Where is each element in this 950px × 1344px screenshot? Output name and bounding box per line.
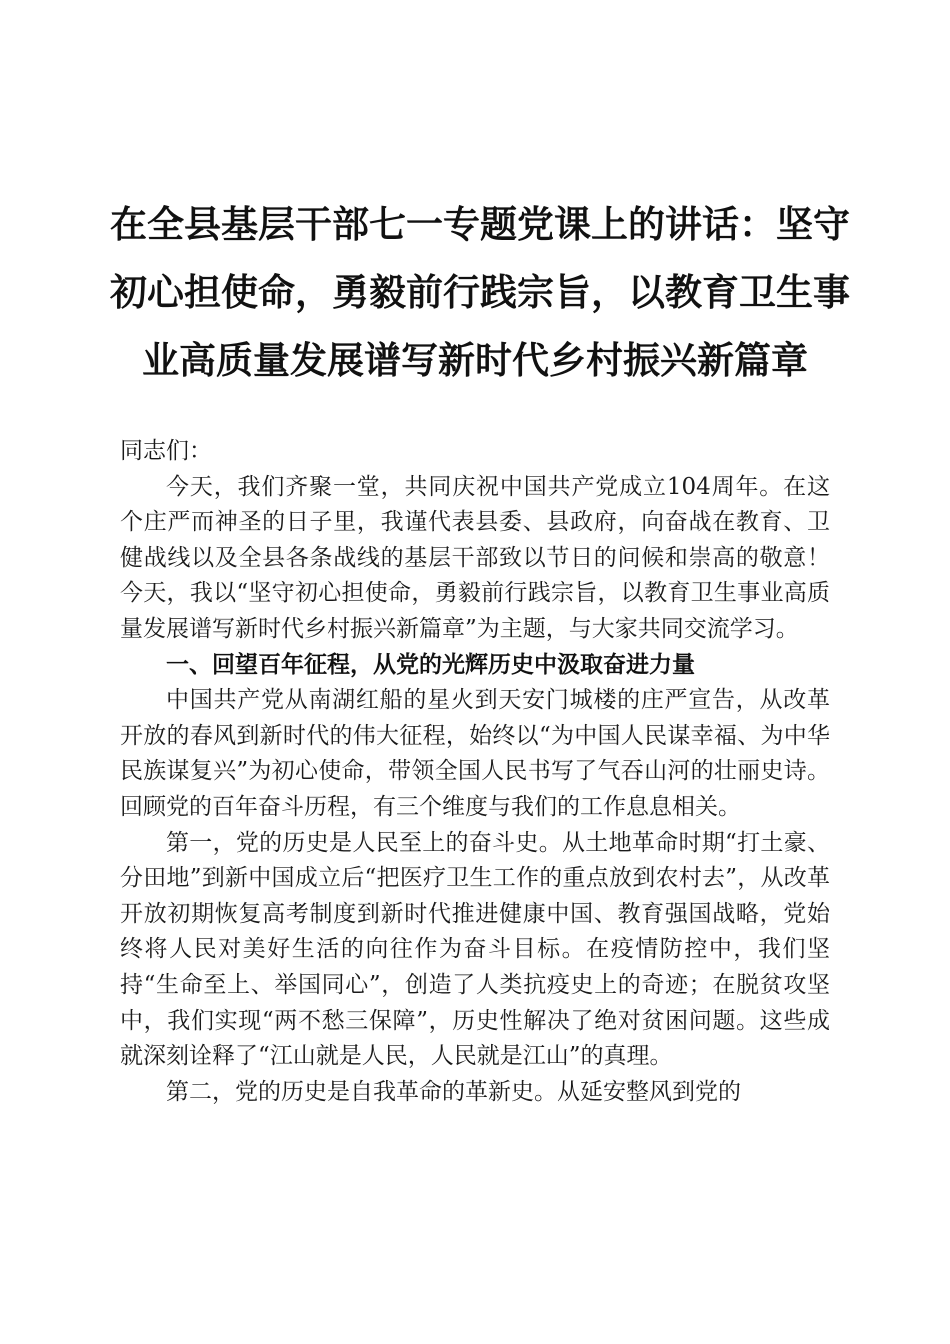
intro-paragraph: 今天，我们齐聚一堂，共同庆祝中国共产党成立104周年。在这个庄严而神圣的日子里，我谨代表县委、县政府，向奋战在教育、卫健战线以及全县各条战线的基层干部致以节日的问候和崇高的敬意！今天，我以“坚守初心担使命，勇毅前行践宗旨，以教育卫生事业高质量发展谱写新时代乡村振兴新篇章”为主题，与大家共同交流学习。 bbox=[120, 473, 830, 642]
section-1-paragraph-1: 中国共产党从南湖红船的星火到天安门城楼的庄严宣告，从改革开放的春风到新时代的伟大征程，始终以“为中国人民谋幸福、为中华民族谋复兴”为初心使命，带领全国人民书写了气吞山河的壮丽史诗。回顾党的百年奋斗历程，有三个维度与我们的工作息息相关。 bbox=[120, 687, 830, 820]
section-1-paragraph-2: 第一，党的历史是人民至上的奋斗史。从土地革命时期“打土豪、分田地”到新中国成立后“把医疗卫生工作的重点放到农村去”，从改革开放初期恢复高考制度到新时代推进健康中国、教育强国战略，党始终将人民对美好生活的向往作为奋斗目标。在疫情防控中，我们坚持“生命至上、举国同心”，创造了人类抗疫史上的奇迹；在脱贫攻坚中，我们实现“两不愁三保障”，历史性解决了绝对贫困问题。这些成就深刻诠释了“江山就是人民，人民就是江山”的真理。 bbox=[120, 829, 830, 1070]
document-title bbox=[110, 190, 850, 394]
section-1-paragraph-3: 第二，党的历史是自我革命的革新史。从延安整风到党的 bbox=[166, 1078, 741, 1105]
greeting: 同志们： bbox=[120, 438, 212, 464]
title-line-1: 在全县基层干部七一专题党课上的讲话：坚守 bbox=[110, 202, 850, 246]
section-heading-1: 一、回望百年征程，从党的光辉历史中汲取奋进力量 bbox=[166, 651, 695, 678]
document-body bbox=[120, 434, 830, 1110]
title-line-3: 业高质量发展谱写新时代乡村振兴新篇章 bbox=[142, 338, 808, 382]
title-line-2: 初心担使命，勇毅前行践宗旨，以教育卫生事 bbox=[110, 270, 850, 314]
